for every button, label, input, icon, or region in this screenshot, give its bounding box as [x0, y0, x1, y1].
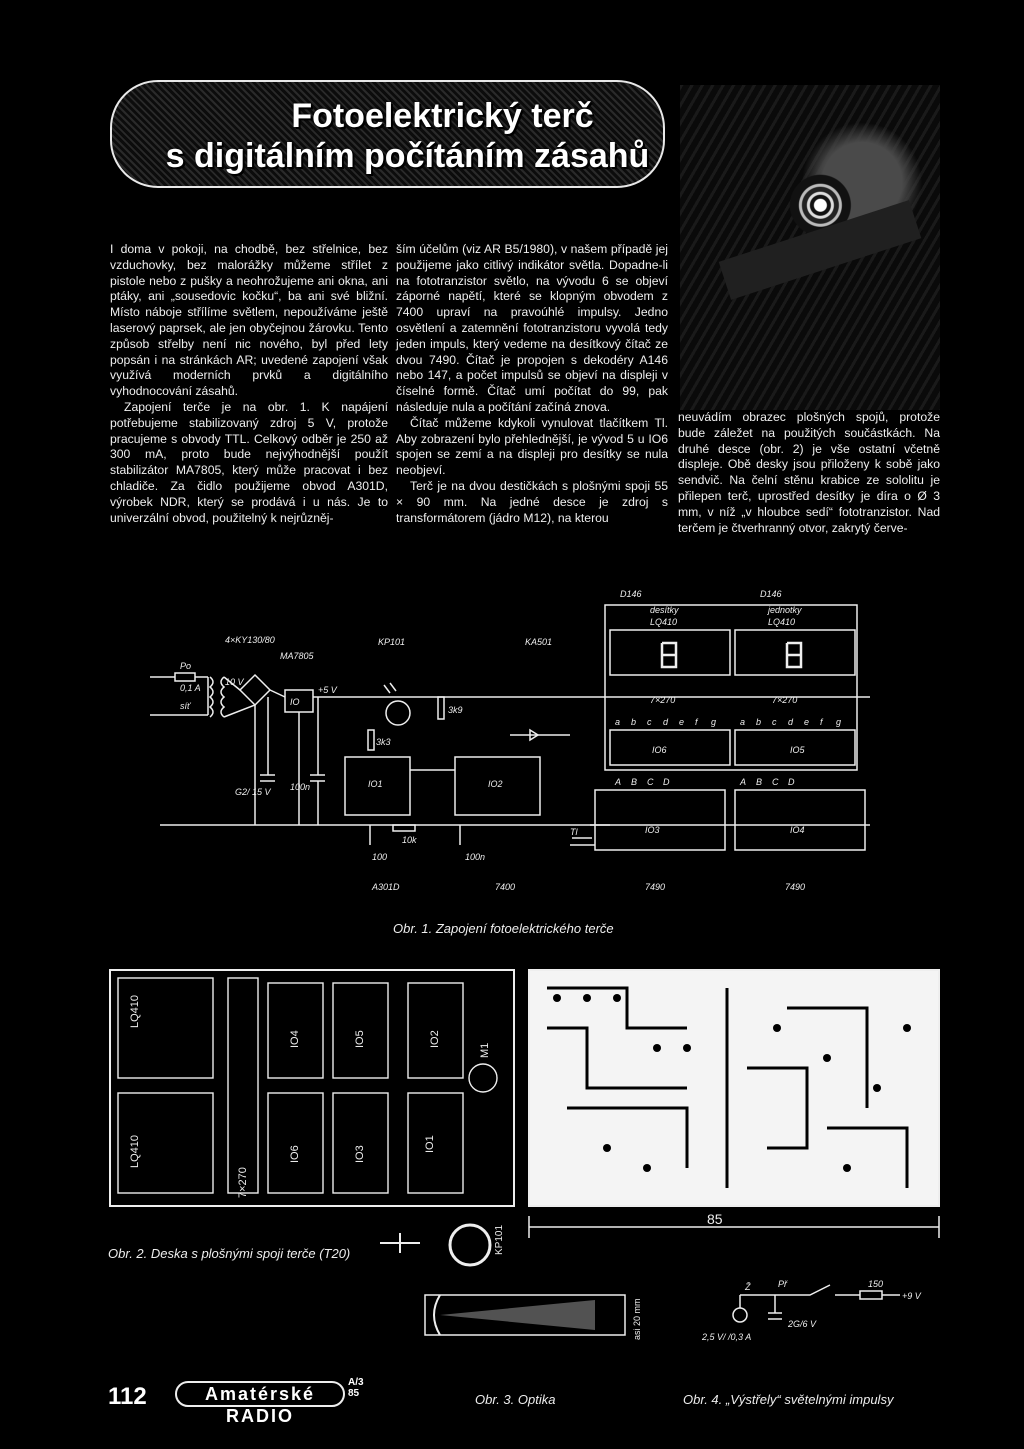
- paragraph: Terč je na dvou destičkách s plošnými spoji 55 × 90 mm. Na jedné desce je zdroj s transformátorem (jádro M12), na kterou: [396, 478, 668, 525]
- segment-pin-label: b: [756, 717, 762, 727]
- page-number: 112: [108, 1383, 147, 1410]
- title-line-1: Fotoelektrický terč: [291, 97, 594, 135]
- bcd-pin-label: C: [772, 777, 779, 787]
- cap-100n-label: 100n: [290, 782, 311, 792]
- pcb-label-io3: IO3: [354, 1145, 366, 1163]
- article-column-3: [678, 410, 940, 536]
- segment-pin-labels: [614, 717, 841, 787]
- resistor-label: 150: [868, 1279, 884, 1289]
- segment-pin-label: c: [772, 717, 777, 727]
- resistor-network-1-label: 7×270: [650, 695, 676, 705]
- optics-drawing: [415, 1275, 665, 1355]
- dimension-label: 85: [707, 1212, 723, 1227]
- io4-label: IO4: [790, 825, 805, 835]
- issue-number: [348, 1377, 364, 1399]
- chip-7400-label: 7400: [495, 882, 516, 892]
- paragraph: ším účelům (viz AR B5/1980), v našem případě jej použijeme jako citlivý indikátor světla. Dopadne-li na fototranzistor světlo, na vývodu 6 se objeví záporné napětí, které se klopným obvodem z 7400 upraví na pravoúhlé impulsy. Jedno osvětlení a zatemnění fototranzistoru vyvolá tedy jeden impuls, který vedeme na desítkový čítač ze dvou 7490. Čítač je propojen s dekodéry A146 nebo 147, a počet impulsů se objeví na displeji v číselné formě. Čítač umí počítat do 99, pak následuje nula a počítání začíná znova.: [396, 242, 668, 414]
- issue-line-1: A/3: [348, 1377, 364, 1388]
- phototransistor-label: KP101: [378, 637, 406, 647]
- article-column-2: [396, 242, 668, 526]
- segment-pin-label: c: [647, 717, 652, 727]
- pcb-label-io1: IO1: [424, 1135, 436, 1153]
- article-column-1: [110, 242, 388, 526]
- mains-label: síť: [180, 701, 191, 711]
- r3k3-label: 3k3: [376, 737, 391, 747]
- chip-7490a-label: 7490: [645, 882, 666, 892]
- bcd-pin-label: C: [647, 777, 654, 787]
- display1-label: desítky: [650, 605, 679, 615]
- bcd-pin-label: B: [756, 777, 763, 787]
- io6-label: IO6: [652, 745, 667, 755]
- bulb-label: 2,5 V/ /0,3 A: [702, 1332, 752, 1342]
- circuit-schematic: [140, 585, 880, 915]
- r10k-label: 10k: [402, 835, 417, 845]
- io3-label: IO3: [645, 825, 660, 835]
- transistor-label: KP101: [494, 1224, 505, 1255]
- io2-label: IO2: [488, 779, 503, 789]
- segment-pin-label: e: [804, 717, 810, 727]
- bcd-pin-label: A: [615, 777, 622, 787]
- segment-pin-label: f: [695, 717, 698, 727]
- decoder1-label: D146: [620, 589, 642, 599]
- pcb-label-m1: M1: [479, 1042, 491, 1058]
- io1-label: IO1: [368, 779, 383, 789]
- segment-pin-label: a: [740, 717, 746, 727]
- r3k9-label: 3k9: [448, 705, 463, 715]
- chip-a301d-label: A301D: [372, 882, 400, 892]
- display1-type: LQ410: [650, 617, 678, 627]
- pcb-label-lq410-1: LQ410: [129, 994, 141, 1028]
- segment-pin-label: g: [711, 717, 717, 727]
- pcb-dimension: [527, 1212, 941, 1242]
- article-title-banner: [110, 80, 665, 188]
- supply-label: +9 V: [902, 1291, 921, 1301]
- decoder2-label: D146: [760, 589, 782, 599]
- optics-length-label: asi 20 mm: [632, 1298, 642, 1340]
- resistor-network-2-label: 7×270: [772, 695, 798, 705]
- pcb-label-io4: IO4: [289, 1030, 301, 1048]
- pcb-label-io5: IO5: [354, 1030, 366, 1048]
- figure-3-caption: Obr. 3. Optika: [475, 1392, 556, 1407]
- transformer-output-label: 10 V: [225, 677, 244, 687]
- capacitor-label: 2G/6 V: [788, 1319, 817, 1329]
- pcb-component-side: [108, 968, 516, 1208]
- figure-1-caption: Obr. 1. Zapojení fotoelektrického terče: [393, 921, 614, 936]
- bcd-pin-label: B: [631, 777, 638, 787]
- bcd-pin-label: D: [788, 777, 795, 787]
- display2-label: jednotky: [768, 605, 802, 615]
- bcd-pin-label: D: [663, 777, 670, 787]
- c100-label: 100: [372, 852, 388, 862]
- magazine-logo: Amatérské RADIO: [175, 1381, 345, 1407]
- battery-circuit-drawing: [700, 1275, 940, 1355]
- pcb-label-io6: IO6: [289, 1145, 301, 1163]
- paragraph: Zapojení terče je na obr. 1. K napájení potřebujeme stabilizovaný zdroj 5 V, protože pracujeme s obvody TTL. Celkový odběr je 250 až 300 mA, proto bude nejvýhodnější použít stabilizátor MA7805, který může pracovat i bez chladiče. Za čidlo použijeme obvod A301D, výrobek NDR, který se prodává i u nás. Je to univerzální obvod, použitelný k nejrůzněj-: [110, 399, 388, 525]
- regulator-label: MA7805: [280, 651, 314, 661]
- title-line-2: s digitálním počítáním zásahů: [165, 137, 650, 175]
- paragraph: neuvádím obrazec plošných spojů, protože bude záležet na použitých součástkách. Na druhé desce (obr. 2) je vše ostatní včetně displeje. Obě desky jsou přiloženy k sobě jako sendvič. Na čelní stěnu krabice ze sololitu je přilepen terč, uprostřed desítky je díra o Ø 3 mm, v níž „v hloubce sedí“ fototranzistor. Nad terčem je čtverhranný otvor, zakrytý červe-: [678, 410, 940, 535]
- button-label: Tl: [570, 827, 578, 837]
- chip-7490b-label: 7490: [785, 882, 806, 892]
- paragraph: Čítač můžeme kdykoli vynulovat tlačítkem Tl. Aby zobrazení bylo přehlednější, je vývod 5 u IO6 spojen se zemí a na displeji pro desítky se nula neobjeví.: [396, 415, 668, 478]
- segment-pin-label: a: [615, 717, 621, 727]
- reference-label: Ž: [745, 1282, 751, 1292]
- supply-label: +5 V: [318, 685, 337, 695]
- fuse-label: Po: [180, 661, 192, 671]
- switch-label: Př: [778, 1279, 787, 1289]
- segment-pin-label: d: [788, 717, 794, 727]
- display2-type: LQ410: [768, 617, 796, 627]
- paragraph: I doma v pokoji, na chodbě, bez střelnice, bez vzduchovky, bez malorážky můžeme střílet z pistole nebo z pušky a neohrožujeme ani okna, ani ptáky, ani „sousedovic kočku“, ba ani své bližní. Místo náboje střílíme světlem, nepoužíváme ještě laserový paprsek, ale jen obyčejnou žárovku. Tento způsob střelby není nic nového, byl před lety popsán i na stránkách AR; uvedené zapojení však využívá moderních prvků a digitálního vyhodnocování zásahů.: [110, 242, 388, 399]
- io5-label: IO5: [790, 745, 805, 755]
- regulator-io-label: IO: [290, 697, 300, 707]
- issue-line-2: 85: [348, 1388, 360, 1399]
- diode-label: KA501: [525, 637, 553, 647]
- figure-4-caption: Obr. 4. „Výstřely“ světelnými impulsy: [683, 1392, 894, 1407]
- segment-pin-label: g: [836, 717, 842, 727]
- segment-pin-label: b: [631, 717, 637, 727]
- figure-2-caption: Obr. 2. Deska s plošnými spoji terče (T20): [108, 1246, 351, 1261]
- pcb-copper-side: [527, 968, 941, 1208]
- main-cap-label: G2/ 15 V: [235, 787, 271, 797]
- segment-pin-label: f: [820, 717, 823, 727]
- pcb-label-lq410-2: LQ410: [129, 1134, 141, 1168]
- fuse-rating-label: 0,1 A: [180, 683, 201, 693]
- bridge-label: 4×KY130/80: [225, 635, 275, 645]
- pcb-label-resnet: 7×270: [237, 1167, 249, 1198]
- transistor-pinout-drawing: [360, 1215, 520, 1275]
- segment-pin-label: d: [663, 717, 669, 727]
- pcb-label-io2: IO2: [429, 1030, 441, 1048]
- c100n-label: 100n: [465, 852, 486, 862]
- segment-pin-label: e: [679, 717, 685, 727]
- bcd-pin-label: A: [740, 777, 747, 787]
